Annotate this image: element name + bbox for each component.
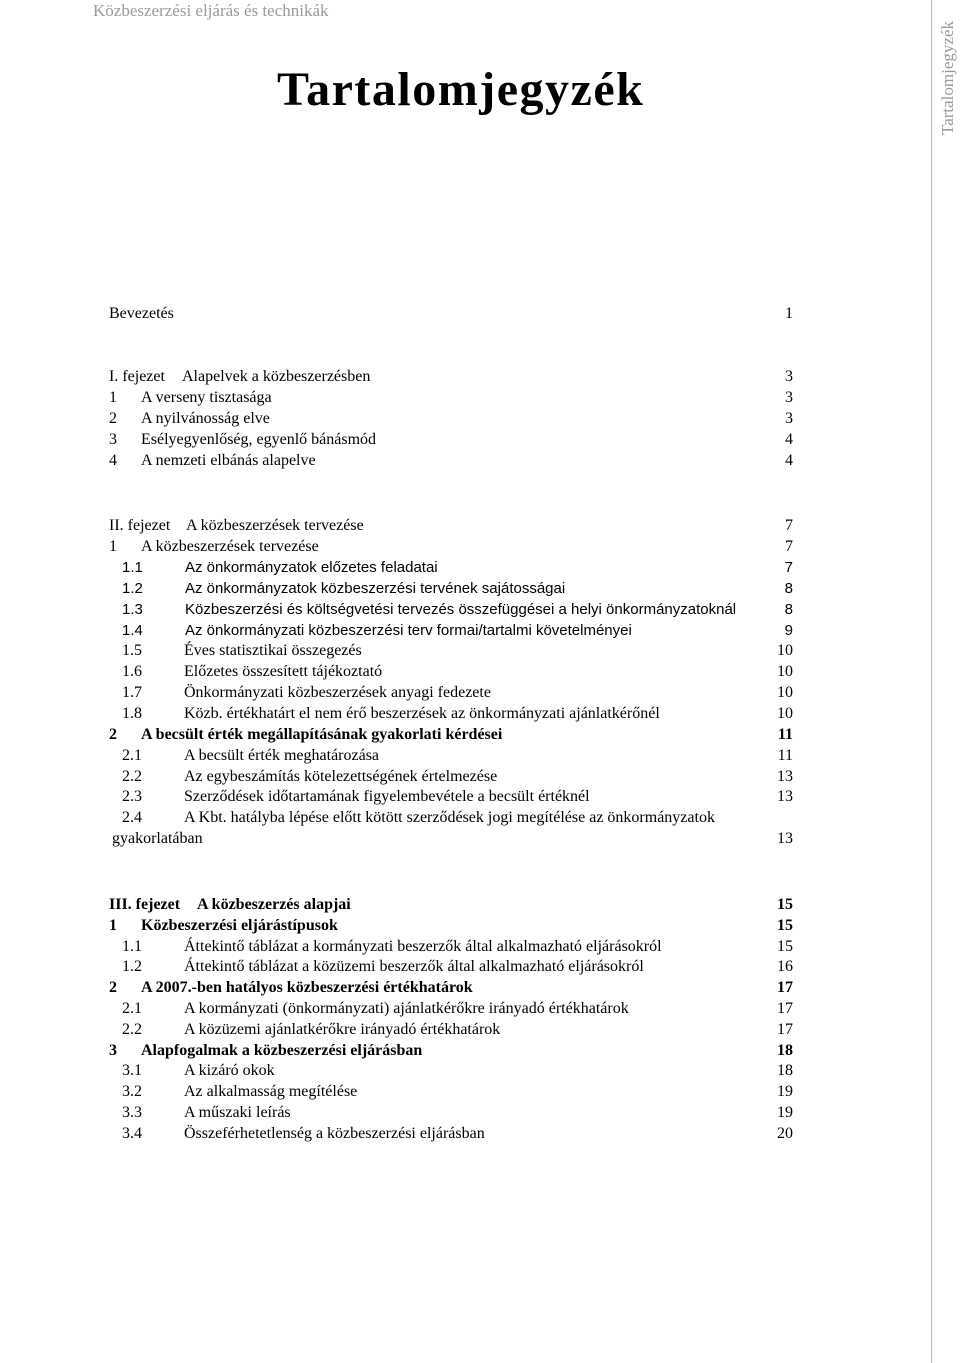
toc-title: A közüzemi ajánlatkérőkre irányadó értékhatárok xyxy=(184,1021,501,1038)
toc-page-number: 7 xyxy=(785,517,793,534)
toc-number: 3 xyxy=(109,1042,117,1059)
toc-entry[interactable] xyxy=(109,579,793,600)
toc-title: A kizáró okok xyxy=(184,1062,275,1079)
toc-title: A Kbt. hatályba lépése előtt kötött szerződések jogi megítélése az önkormányzatok xyxy=(184,809,715,826)
toc-number: 2.4 xyxy=(122,809,142,826)
toc-entry[interactable] xyxy=(109,937,793,958)
toc-title: Közbeszerzési eljárástípusok xyxy=(141,917,338,934)
toc-title: Esélyegyenlőség, egyenlő bánásmód xyxy=(141,431,377,448)
toc-number: 1 xyxy=(109,389,117,406)
toc-page-number: 16 xyxy=(777,958,793,975)
toc-title: A kormányzati (önkormányzati) ajánlatkérőkre irányadó értékhatárok xyxy=(184,1000,629,1017)
toc-title: A becsült érték megállapításának gyakorlati kérdései xyxy=(141,726,503,743)
toc-entry[interactable] xyxy=(109,746,793,767)
toc-entry-chapter-2[interactable] xyxy=(109,516,793,537)
toc-page-number: 18 xyxy=(777,1062,793,1079)
toc-page-number: 13 xyxy=(777,768,793,785)
toc-page-number: 18 xyxy=(777,1042,793,1059)
toc-title-continuation: gyakorlatában xyxy=(112,830,203,847)
toc-number: 1.3 xyxy=(122,601,143,618)
toc-number: 2.1 xyxy=(122,747,142,764)
toc-page-number: 13 xyxy=(777,788,793,805)
toc-page-number: 17 xyxy=(777,1000,793,1017)
toc-number: 1.1 xyxy=(122,559,143,576)
toc-number: 4 xyxy=(109,452,117,469)
toc-entry[interactable] xyxy=(109,388,793,409)
toc-title: Önkormányzati közbeszerzések anyagi fedezete xyxy=(184,684,491,701)
toc-entry[interactable] xyxy=(109,978,793,999)
side-tab-label: Tartalomjegyzék xyxy=(938,21,957,135)
toc-number: 1.2 xyxy=(122,580,143,597)
toc-entry[interactable] xyxy=(109,808,793,850)
toc-page-number: 17 xyxy=(777,1021,793,1038)
toc-page-number: 15 xyxy=(777,938,793,955)
toc-entry[interactable] xyxy=(109,1124,793,1145)
toc-page-number: 9 xyxy=(784,622,793,639)
side-tab xyxy=(931,0,960,1363)
toc-entry[interactable] xyxy=(109,430,793,451)
toc-entry[interactable] xyxy=(109,767,793,788)
toc-entry[interactable] xyxy=(109,409,793,430)
toc-number: 1.6 xyxy=(122,663,142,680)
toc-entry[interactable] xyxy=(109,1041,793,1062)
toc-title: Az egybeszámítás kötelezettségének értelmezése xyxy=(184,768,498,785)
toc-number: 2.1 xyxy=(122,1000,142,1017)
toc-entry[interactable] xyxy=(109,704,793,725)
toc-entry[interactable] xyxy=(109,600,793,621)
toc-page-number: 4 xyxy=(785,431,793,448)
toc-title: Előzetes összesített tájékoztató xyxy=(184,663,383,680)
toc-page-number: 3 xyxy=(785,368,793,385)
toc-page-number: 10 xyxy=(777,663,793,680)
toc-page-number: 4 xyxy=(785,452,793,469)
toc-number: 2.3 xyxy=(122,788,142,805)
toc-title: Közb. értékhatárt el nem érő beszerzések az önkormányzati ajánlatkérőnél xyxy=(184,705,660,722)
toc-number: 2 xyxy=(109,726,117,743)
toc-title: A verseny tisztasága xyxy=(141,389,272,406)
toc-page-number: 3 xyxy=(785,389,793,406)
toc-title: Bevezetés xyxy=(109,305,174,322)
toc-number: 2 xyxy=(109,410,117,427)
toc-number: 1.8 xyxy=(122,705,142,722)
toc-page-number: 3 xyxy=(785,410,793,427)
running-header: Közbeszerzési eljárás és technikák xyxy=(93,1,329,20)
toc-page-number: 13 xyxy=(777,830,793,847)
toc-number: 3.4 xyxy=(122,1125,142,1142)
toc-entry[interactable] xyxy=(109,1061,793,1082)
toc-title: A nemzeti elbánás alapelve xyxy=(141,452,316,469)
toc-title: A közbeszerzések tervezése xyxy=(186,517,364,534)
toc-entry[interactable] xyxy=(109,1103,793,1124)
toc-number: 2.2 xyxy=(122,1021,142,1038)
toc-entry[interactable] xyxy=(109,683,793,704)
toc-entry[interactable] xyxy=(109,957,793,978)
toc-number: 1.7 xyxy=(122,684,142,701)
toc-entry-chapter-3[interactable] xyxy=(109,895,793,916)
toc-page-number: 11 xyxy=(777,747,793,764)
toc-page-number: 20 xyxy=(777,1125,793,1142)
toc-number: 1.2 xyxy=(122,958,142,975)
toc-page-number: 17 xyxy=(777,979,793,996)
toc-page-number: 10 xyxy=(777,684,793,701)
toc-entry[interactable] xyxy=(109,725,793,746)
page-title: Tartalomjegyzék xyxy=(277,63,645,116)
toc-number: II. fejezet xyxy=(109,517,171,534)
toc-number: 2.2 xyxy=(122,768,142,785)
toc-page-number: 15 xyxy=(777,917,793,934)
toc-page-number: 10 xyxy=(777,642,793,659)
toc-title: Az önkormányzatok előzetes feladatai xyxy=(185,559,438,576)
toc-entry[interactable] xyxy=(109,621,793,642)
toc-number: III. fejezet xyxy=(109,896,181,913)
toc-page-number: 19 xyxy=(777,1104,793,1121)
toc-number: 1.1 xyxy=(122,938,142,955)
toc-title: A közbeszerzések tervezése xyxy=(141,538,319,555)
toc-page-number: 7 xyxy=(784,559,793,576)
toc-title: A becsült érték meghatározása xyxy=(184,747,380,764)
toc-number: 1 xyxy=(109,538,117,555)
toc-page-number: 15 xyxy=(777,896,793,913)
toc-title: A műszaki leírás xyxy=(184,1104,291,1121)
toc-number: I. fejezet xyxy=(109,368,165,385)
toc-title: Alapfogalmak a közbeszerzési eljárásban xyxy=(141,1042,423,1059)
toc-entry[interactable] xyxy=(109,916,793,937)
toc-number: 1.5 xyxy=(122,642,142,659)
toc-title: A közbeszerzés alapjai xyxy=(197,896,351,913)
toc-entry[interactable] xyxy=(109,451,793,472)
toc-title: Szerződések időtartamának figyelembevétele a becsült értéknél xyxy=(184,788,590,805)
toc-title: Az önkormányzati közbeszerzési terv formai/tartalmi követelményei xyxy=(185,622,632,639)
toc-page-number: 8 xyxy=(784,580,793,597)
toc-entry-introduction[interactable] xyxy=(109,304,793,325)
toc-entry[interactable] xyxy=(109,787,793,808)
toc-entry[interactable] xyxy=(109,537,793,558)
toc-page-number: 19 xyxy=(777,1083,793,1100)
toc-title: A 2007.-ben hatályos közbeszerzési értékhatárok xyxy=(141,979,473,996)
toc-title: Közbeszerzési és költségvetési tervezés összefüggései a helyi önkormányzatoknál xyxy=(185,601,737,618)
toc-title: Az alkalmasság megítélése xyxy=(184,1083,358,1100)
toc-entry[interactable] xyxy=(109,1082,793,1103)
toc-entry[interactable] xyxy=(109,662,793,683)
toc-entry[interactable] xyxy=(109,1020,793,1041)
toc-number: 1.4 xyxy=(122,622,143,639)
toc-entry[interactable] xyxy=(109,558,793,579)
toc-page-number: 10 xyxy=(777,705,793,722)
toc-entry[interactable] xyxy=(109,999,793,1020)
toc-number: 3.1 xyxy=(122,1062,142,1079)
toc-title: Az önkormányzatok közbeszerzési tervének sajátosságai xyxy=(185,580,566,597)
toc-page-number: 1 xyxy=(785,305,793,322)
toc-number: 3.2 xyxy=(122,1083,142,1100)
toc-number: 3.3 xyxy=(122,1104,142,1121)
toc-title: Alapelvek a közbeszerzésben xyxy=(182,368,371,385)
toc-page-number: 8 xyxy=(784,601,793,618)
toc-entry-chapter-1[interactable] xyxy=(109,367,793,388)
toc-page-number: 7 xyxy=(785,538,793,555)
toc-title: Áttekintő táblázat a kormányzati beszerzők által alkalmazható eljárásokról xyxy=(184,938,662,955)
toc-title: Áttekintő táblázat a közüzemi beszerzők által alkalmazható eljárásokról xyxy=(184,958,644,975)
toc-number: 3 xyxy=(109,431,117,448)
toc-title: Összeférhetetlenség a közbeszerzési eljárásban xyxy=(184,1125,485,1142)
toc-number: 2 xyxy=(109,979,117,996)
toc-number: 1 xyxy=(109,917,117,934)
toc-page-number: 11 xyxy=(777,726,793,743)
toc-title: Éves statisztikai összegezés xyxy=(184,642,362,659)
toc-entry[interactable] xyxy=(109,641,793,662)
toc-title: A nyilvánosság elve xyxy=(141,410,270,427)
